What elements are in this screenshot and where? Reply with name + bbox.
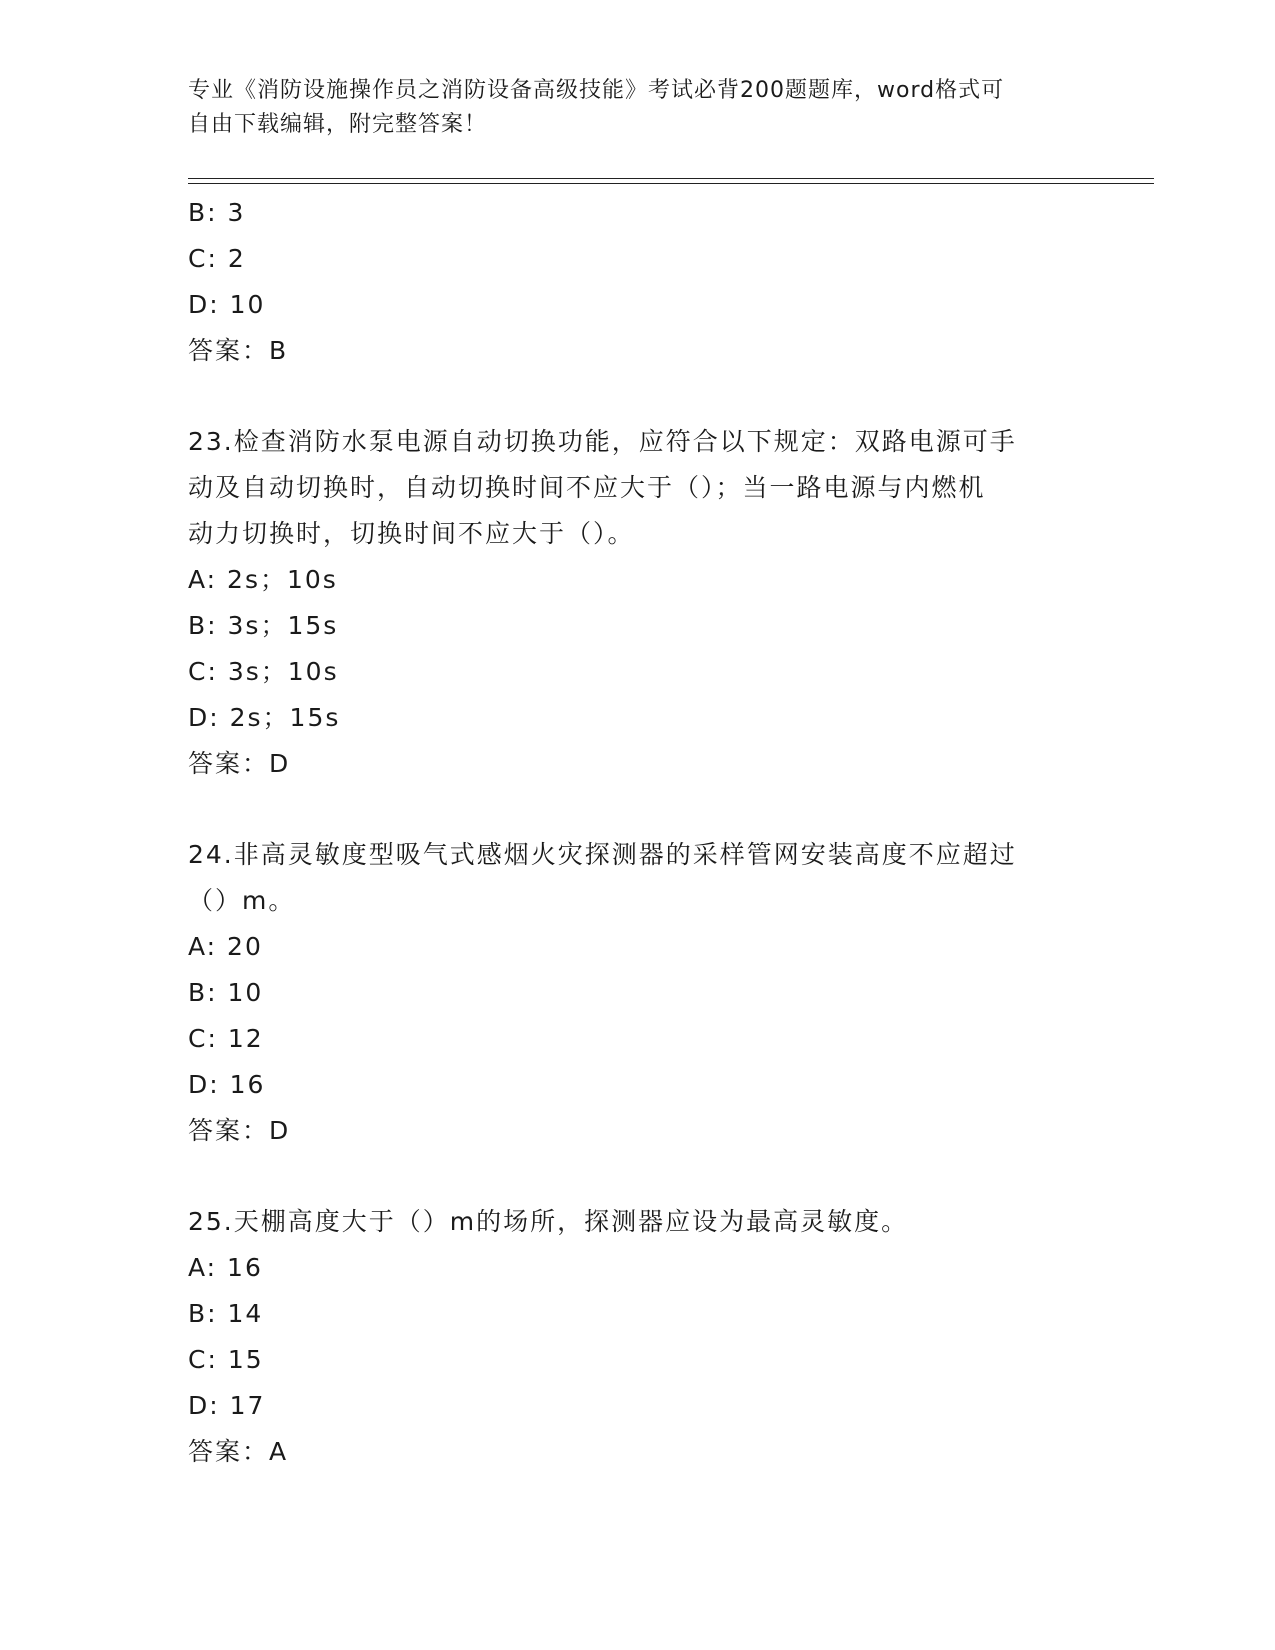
option-d: D: 17 [188,1391,266,1420]
header-divider-bottom [188,183,1154,184]
option-c: C: 12 [188,1024,264,1053]
header-divider-top [188,178,1154,179]
question-23 [188,419,1088,787]
option-d: D: 2s；15s [188,703,341,732]
answer-text: 答案：A [188,1437,289,1466]
question-stem-line: （）m。 [188,886,296,915]
option-b: B: 10 [188,978,264,1007]
option-b: B: 3 [188,198,246,227]
spacer [188,374,1088,419]
answer-text: 答案：D [188,1116,291,1145]
option-a: A: 16 [188,1253,263,1282]
option-b: B: 3s；15s [188,611,339,640]
option-c: C: 15 [188,1345,264,1374]
question-stem-line: 23.检查消防水泵电源自动切换功能，应符合以下规定：双路电源可手 [188,427,1017,456]
option-d: D: 16 [188,1070,266,1099]
question-stem-line: 动力切换时，切换时间不应大于（）。 [188,519,635,548]
option-b: B: 14 [188,1299,264,1328]
question-list [188,190,1088,1475]
spacer [188,1154,1088,1199]
option-d: D: 10 [188,290,266,319]
option-a: A: 20 [188,932,263,961]
question-24 [188,832,1088,1154]
question-stem-line: 24.非高灵敏度型吸气式感烟火灾探测器的采样管网安装高度不应超过 [188,840,1017,869]
spacer [188,787,1088,832]
option-c: C: 3s；10s [188,657,339,686]
header-title-line-2: 自由下载编辑，附完整答案！ [188,112,488,137]
answer-text: 答案：B [188,336,289,365]
question-25 [188,1199,1088,1475]
question-22-continued [188,190,1088,374]
question-stem-line: 25.天棚高度大于（）m的场所，探测器应设为最高灵敏度。 [188,1207,909,1236]
option-c: C: 2 [188,244,246,273]
header-title-line-1: 专业《消防设施操作员之消防设备高级技能》考试必背200题题库，word格式可 [188,78,1005,103]
question-stem-line: 动及自动切换时，自动切换时间不应大于（）；当一路电源与内燃机 [188,473,986,502]
document-header [188,74,1068,142]
answer-text: 答案：D [188,749,291,778]
option-a: A: 2s；10s [188,565,338,594]
